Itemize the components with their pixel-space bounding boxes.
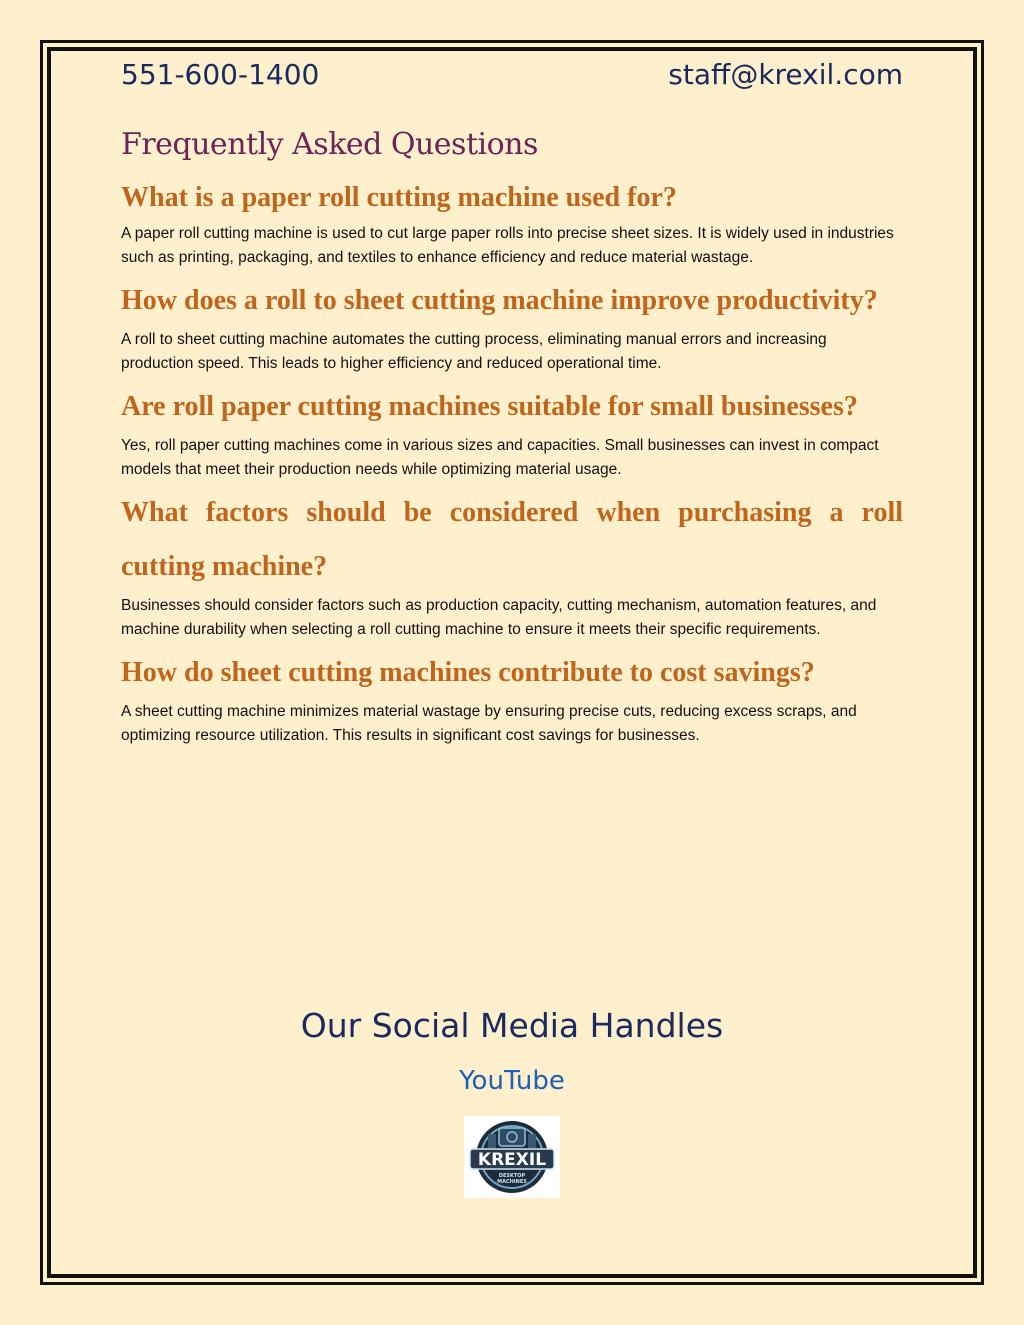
faq-question-2: How does a roll to sheet cutting machine improve productivity? [121, 285, 878, 316]
krexil-logo-icon [464, 1116, 560, 1198]
faq-title: Frequently Asked Questions [121, 127, 538, 162]
faq-question-1: What is a paper roll cutting machine used for? [121, 182, 677, 213]
logo-brand-text: KREXIL [477, 1150, 547, 1170]
faq-answer-2: A roll to sheet cutting machine automates the cutting process, eliminating manual errors and increasing production speed. This leads to higher efficiency and reduced operational time. [121, 331, 827, 372]
faq-answer-5: A sheet cutting machine minimizes material wastage by ensuring precise cuts, reducing excess scraps, and optimizing resource utilization. This results in significant cost savings for businesses. [121, 703, 857, 744]
faq-answer-4: Businesses should consider factors such as production capacity, cutting mechanism, automation features, and machine durability when selecting a roll cutting machine to ensure it meets their specific requirements. [121, 597, 877, 638]
contact-row [121, 58, 903, 104]
social-media-heading: Our Social Media Handles [300, 1006, 724, 1045]
faq-question-5: How do sheet cutting machines contribute to cost savings? [121, 657, 815, 688]
youtube-link[interactable]: YouTube [459, 1066, 565, 1096]
email-address[interactable]: staff@krexil.com [668, 58, 903, 91]
document-body [121, 58, 903, 752]
faq-answer-3: Yes, roll paper cutting machines come in various sizes and capacities. Small businesses can invest in compact models that meet their production needs while optimizing material usage. [121, 437, 879, 478]
faq-answer-1: A paper roll cutting machine is used to cut large paper rolls into precise sheet sizes. It is widely used in industries such as printing, packaging, and textiles to enhance efficiency and reduce material wastage. [121, 225, 894, 266]
krexil-logo[interactable] [464, 1116, 560, 1198]
phone-number[interactable]: 551-600-1400 [121, 58, 320, 91]
logo-tagline-2: MACHINES [497, 1179, 527, 1185]
faq-question-3: Are roll paper cutting machines suitable for small businesses? [121, 391, 858, 422]
logo-tagline-1: DESKTOP [498, 1173, 526, 1179]
faq-question-4: What factors should be considered when purchasing a roll cutting machine? [121, 497, 903, 582]
